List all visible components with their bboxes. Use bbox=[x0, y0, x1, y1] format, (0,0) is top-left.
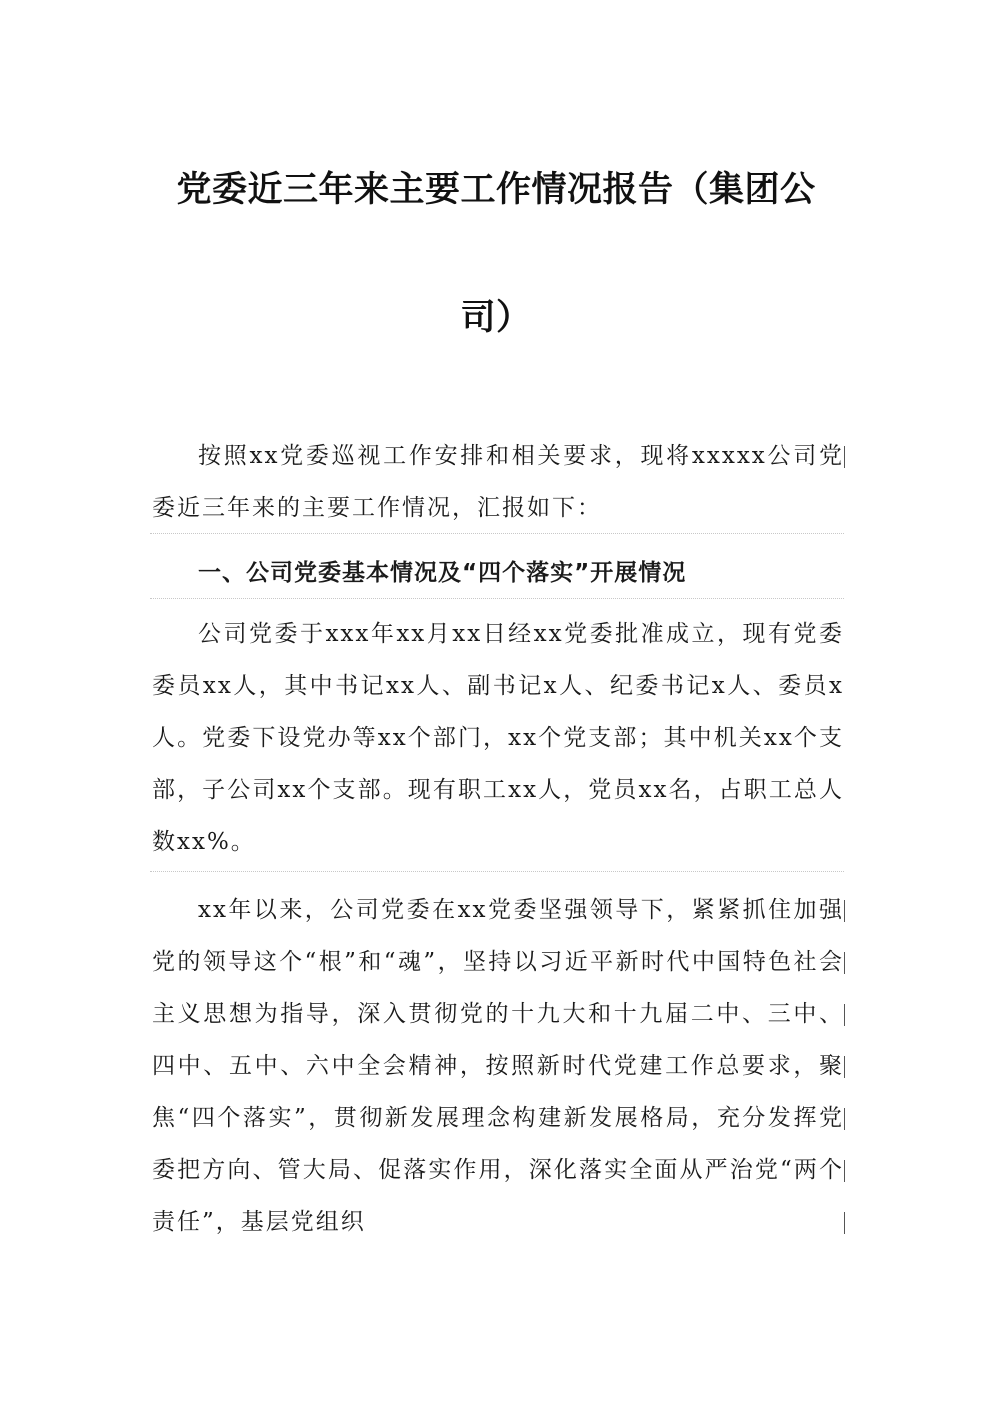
margin-mark bbox=[844, 1056, 845, 1078]
margin-mark bbox=[844, 446, 845, 468]
margin-mark bbox=[844, 1004, 845, 1026]
divider-line bbox=[150, 598, 844, 599]
margin-mark bbox=[844, 952, 845, 974]
section-heading: 一、公司党委基本情况及“四个落实”开展情况 bbox=[198, 560, 687, 586]
margin-mark bbox=[844, 900, 845, 922]
document-title-line-1: 党委近三年来主要工作情况报告（集团公 bbox=[176, 170, 816, 210]
margin-mark bbox=[844, 1108, 845, 1130]
margin-mark bbox=[844, 1212, 845, 1234]
margin-mark bbox=[844, 1160, 845, 1182]
document-title-line-2: 司） bbox=[460, 298, 532, 338]
divider-line bbox=[150, 533, 844, 534]
intro-paragraph: 按照xx党委巡视工作安排和相关要求，现将xxxxx公司党委近三年来的主要工作情况，汇报如下： bbox=[152, 443, 844, 521]
basic-info-paragraph: 公司党委于xxx年xx月xx日经xx党委批准成立，现有党委委员xx人，其中书记xx人、副书记x人、纪委书记x人、委员x人。党委下设党办等xx个部门，xx个党支部；其中机关xx个支部，子公司xx个支部。现有职工xx人，党员xx名，占职工总人数xx%。 bbox=[152, 621, 844, 855]
divider-line bbox=[150, 871, 844, 872]
since-paragraph: xx年以来，公司党委在xx党委坚强领导下，紧紧抓住加强党的领导这个“根”和“魂”，坚持以习近平新时代中国特色社会主义思想为指导，深入贯彻党的十九大和十九届二中、三中、四中、五中、六中全会精神，按照新时代党建工作总要求，聚焦“四个落实”，贯彻新发展理念构建新发展格局，充分发挥党委把方向、管大局、促落实作用，深化落实全面从严治党“两个责任”，基层党组织 bbox=[152, 897, 844, 1235]
